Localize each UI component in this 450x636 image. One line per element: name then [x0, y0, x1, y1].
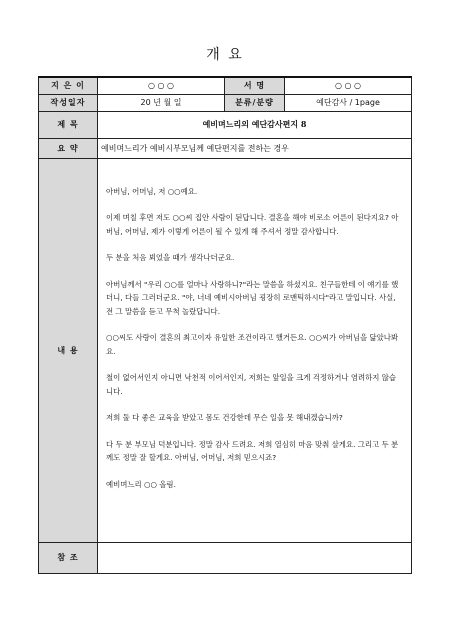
overview-form-table [38, 76, 412, 574]
document-title [0, 44, 450, 64]
content-paragraph: 저희 둘 다 좋은 교육을 받았고 몸도 건강한데 무슨 일을 못 해내겠습니까? [106, 413, 343, 422]
content-paragraph: ○○씨도 사랑이 결혼의 최고이자 유일한 조건이라고 했거든요. ○○씨가 아버님을 닮았나봐요. [106, 333, 399, 356]
author-row [39, 77, 412, 94]
document-title-text: 개 요 [206, 47, 244, 63]
reference-value [98, 542, 412, 573]
content-paragraph: 다 두 분 부모님 덕분입니다. 정말 감사 드려요. 저희 열심히 마음 맞춰 살게요. 그리고 두 분께도 정말 잘 할게요. 아버님, 어머님, 저희 믿으시죠? [106, 439, 399, 462]
summary-value: 예비며느리가 예비시부모님께 예단편지를 전하는 경우 [98, 138, 412, 158]
subject-label: 제 목 [39, 111, 98, 138]
content-row [39, 158, 412, 542]
date-value: 20 년 월 일 [98, 94, 225, 111]
reference-label: 참 조 [39, 542, 98, 573]
content-paragraph: 두 분을 처음 뵈었을 때가 생각나더군요. [106, 253, 235, 262]
content-paragraph: 아버님, 어머님, 저 ○○예요. [106, 186, 198, 196]
content-paragraph: 이제 며칠 후면 저도 ○○씨 집안 사람이 된답니다. 결혼을 해야 비로소 어른이 된다지요? 아버님, 어머님, 제가 이렇게 어른이 될 수 있게 해 주셔서 정말 감사합니다. [106, 213, 399, 236]
subject-row [39, 111, 412, 138]
content-paragraph: 예비며느리 ○○ 올림. [106, 479, 176, 489]
summary-label: 요 약 [39, 138, 98, 158]
author-label: 지 은 이 [39, 77, 98, 94]
signature-value: ○ ○ ○ [285, 77, 412, 94]
author-value: ○ ○ ○ [98, 77, 225, 94]
signature-label: 서 명 [225, 77, 285, 94]
content-paragraph: 철이 없어서인지 아니면 낙천적 이어서인지, 저희는 앞일을 크게 걱정하거나 염려하지 않습니다. [106, 373, 397, 396]
summary-row [39, 138, 412, 158]
date-label: 작성일자 [39, 94, 98, 111]
date-row [39, 94, 412, 111]
category-value: 예단감사 / 1page [285, 94, 412, 111]
content-label: 내 용 [39, 158, 98, 542]
content-paragraph: 아버님께서 "우리 ○○를 얼마나 사랑하니?"라는 말씀을 하셨지요. 친구들한테 이 얘기를 했더니, 다들 그러더군요. "야, 너네 예비시아버님 굉장히 로맨틱하시다"라고 말입니다. 사실, 전 그 말씀을 듣고 무척 놀랐답니다. [106, 279, 399, 316]
content-body [98, 158, 412, 542]
subject-value: 예비며느리의 예단감사편지 8 [98, 111, 412, 138]
reference-row [39, 542, 412, 573]
category-label: 분류/분량 [225, 94, 285, 111]
